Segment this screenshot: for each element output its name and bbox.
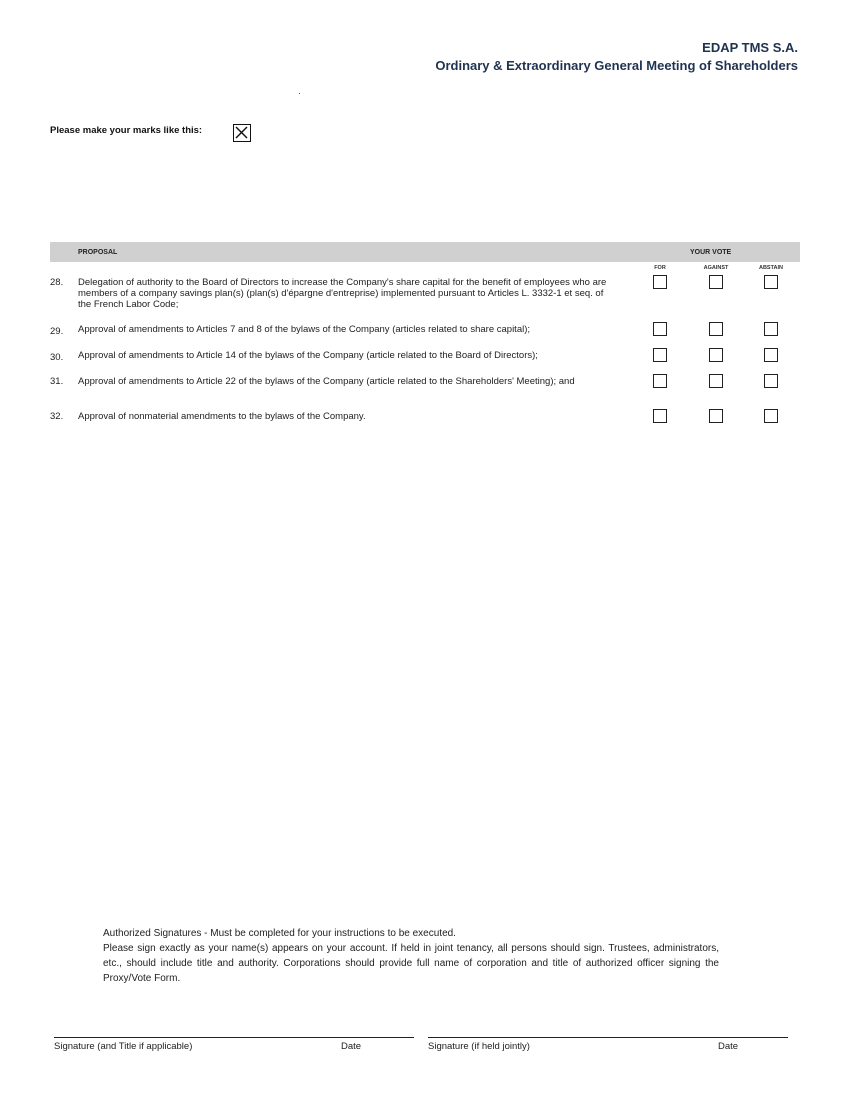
vote-for-checkbox-31[interactable] bbox=[653, 374, 667, 388]
signature-line-1[interactable] bbox=[54, 1037, 414, 1038]
your-vote-header: YOUR VOTE bbox=[690, 249, 732, 256]
proposal-text: Approval of nonmaterial amendments to the bylaws of the Company. bbox=[78, 411, 366, 422]
proposal-number: 29. bbox=[50, 326, 64, 337]
marks-instruction-label: Please make your marks like this: bbox=[50, 125, 203, 136]
abstain-column-header: ABSTAIN bbox=[758, 265, 784, 271]
proposal-text: Approval of amendments to Article 14 of the bylaws of the Company (article related to the Board of Directors); bbox=[78, 350, 538, 361]
date-label: Date bbox=[341, 1041, 362, 1052]
vote-against-checkbox-32[interactable] bbox=[709, 409, 723, 423]
meeting-title: Ordinary & Extraordinary General Meeting of Shareholders bbox=[435, 58, 798, 73]
vote-against-checkbox-29[interactable] bbox=[709, 322, 723, 336]
proposal-text: Approval of amendments to Articles 7 and 8 of the bylaws of the Company (articles related to share capital); bbox=[78, 324, 531, 335]
proposal-number: 32. bbox=[50, 411, 64, 422]
example-mark-checkbox bbox=[233, 124, 251, 142]
company-name: EDAP TMS S.A. bbox=[702, 40, 798, 55]
signature-guidance-text: Please sign exactly as your name(s) appears on your account. If held in joint tenancy, all persons should sign. Trustees, administrators, etc., should include title and authority. Corporations should provide full name of corporation and title of authorized officer signing the Proxy/Vote Form. bbox=[103, 943, 719, 984]
signature-line-2[interactable] bbox=[428, 1037, 788, 1038]
proposal-number: 31. bbox=[50, 376, 64, 387]
vote-abstain-checkbox-30[interactable] bbox=[764, 348, 778, 362]
vote-abstain-checkbox-32[interactable] bbox=[764, 409, 778, 423]
proposal-text: Delegation of authority to the Board of Directors to increase the Company's share capital for the benefit of employees who are members of a company savings plan(s) (plan(s) d'épargne d'entreprise) implemented pursuant to Articles L. 3332-1 et seq. of the French Labor Code; bbox=[78, 277, 607, 310]
x-mark-icon bbox=[234, 125, 249, 140]
vote-for-checkbox-32[interactable] bbox=[653, 409, 667, 423]
proposal-text: Approval of amendments to Article 22 of the bylaws of the Company (article related to the Shareholders' Meeting); and bbox=[78, 376, 575, 387]
for-column-header: FOR bbox=[654, 265, 666, 271]
vote-against-checkbox-31[interactable] bbox=[709, 374, 723, 388]
against-column-header: AGAINST bbox=[703, 265, 729, 271]
signature-requirement-text: Authorized Signatures - Must be completed for your instructions to be executed. bbox=[103, 928, 456, 939]
stray-dot bbox=[299, 93, 300, 94]
joint-date-label: Date bbox=[718, 1041, 739, 1052]
vote-abstain-checkbox-29[interactable] bbox=[764, 322, 778, 336]
vote-abstain-checkbox-31[interactable] bbox=[764, 374, 778, 388]
vote-for-checkbox-29[interactable] bbox=[653, 322, 667, 336]
vote-for-checkbox-28[interactable] bbox=[653, 275, 667, 289]
proposal-column-header: PROPOSAL bbox=[78, 249, 118, 256]
proposal-number: 30. bbox=[50, 352, 64, 363]
vote-abstain-checkbox-28[interactable] bbox=[764, 275, 778, 289]
signature-label: Signature (and Title if applicable) bbox=[54, 1041, 193, 1052]
proposal-table-header bbox=[50, 242, 800, 262]
vote-against-checkbox-28[interactable] bbox=[709, 275, 723, 289]
proposal-number: 28. bbox=[50, 277, 64, 288]
vote-for-checkbox-30[interactable] bbox=[653, 348, 667, 362]
joint-signature-label: Signature (if held jointly) bbox=[428, 1041, 530, 1052]
vote-against-checkbox-30[interactable] bbox=[709, 348, 723, 362]
signature-instructions bbox=[103, 926, 719, 986]
